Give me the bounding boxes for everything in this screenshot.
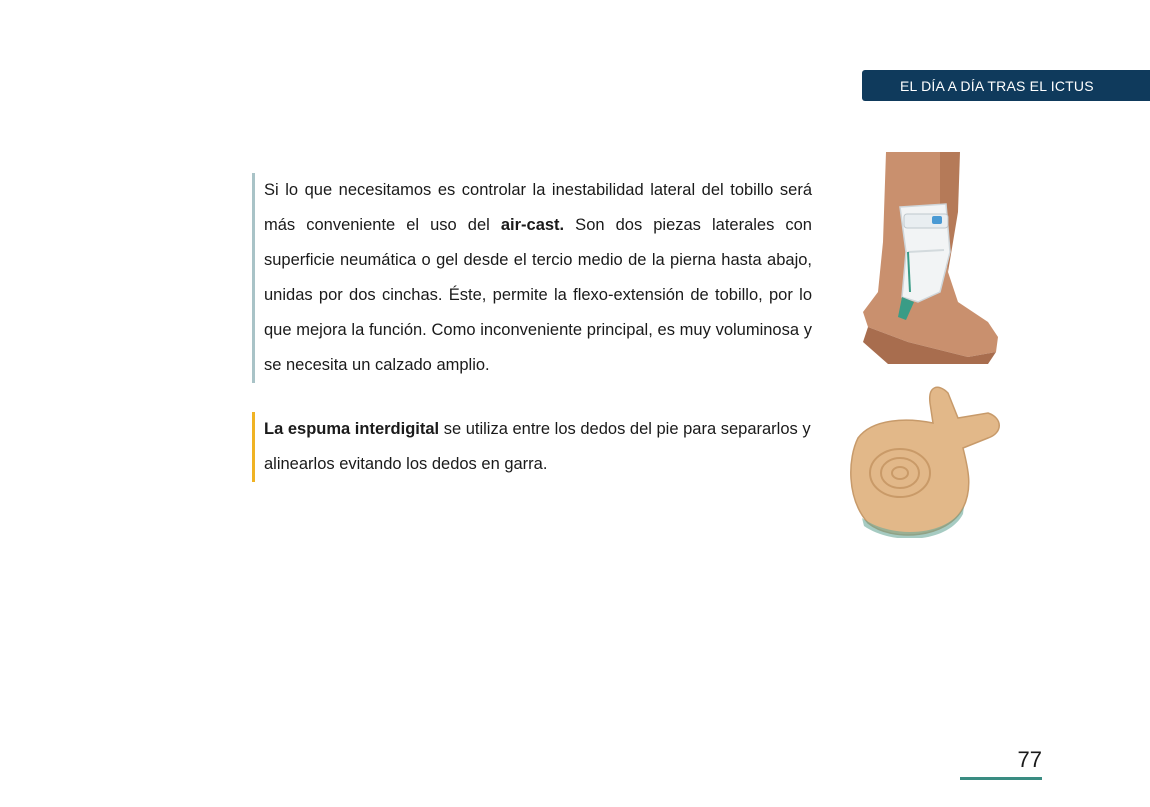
paragraph-interdigital-foam-rest: se utiliza entre los dedos del pie para separarlos y alinearlos evitando los dedos en garra. — [264, 420, 811, 473]
section-title: EL DÍA A DÍA TRAS EL ICTUS — [900, 77, 1094, 94]
paragraph-air-cast-rest: Son dos piezas laterales con superficie neumática o gel desde el tercio medio de la pierna hasta abajo, unidas por dos cinchas. Éste, permite la flexo-extensión de tobillo, por lo que mejora la función. Como inconveniente principal, es muy voluminosa y se necesita un calzado amplio. — [264, 216, 812, 374]
interdigital-foam-photo — [838, 378, 1003, 538]
paragraph-air-cast — [252, 173, 812, 383]
section-header — [862, 70, 1150, 101]
term-interdigital-foam: La espuma interdigital — [264, 420, 440, 438]
page-number-rule — [960, 777, 1042, 780]
paragraph-interdigital-foam — [252, 412, 826, 482]
term-air-cast: air-cast. — [500, 216, 565, 234]
page-number: 77 — [1017, 747, 1042, 772]
ankle-brace-photo — [848, 152, 1008, 364]
paragraph-air-cast-lead: Si lo que necesitamos es controlar la inestabilidad lateral del tobillo será más conveniente el uso del — [264, 181, 812, 234]
